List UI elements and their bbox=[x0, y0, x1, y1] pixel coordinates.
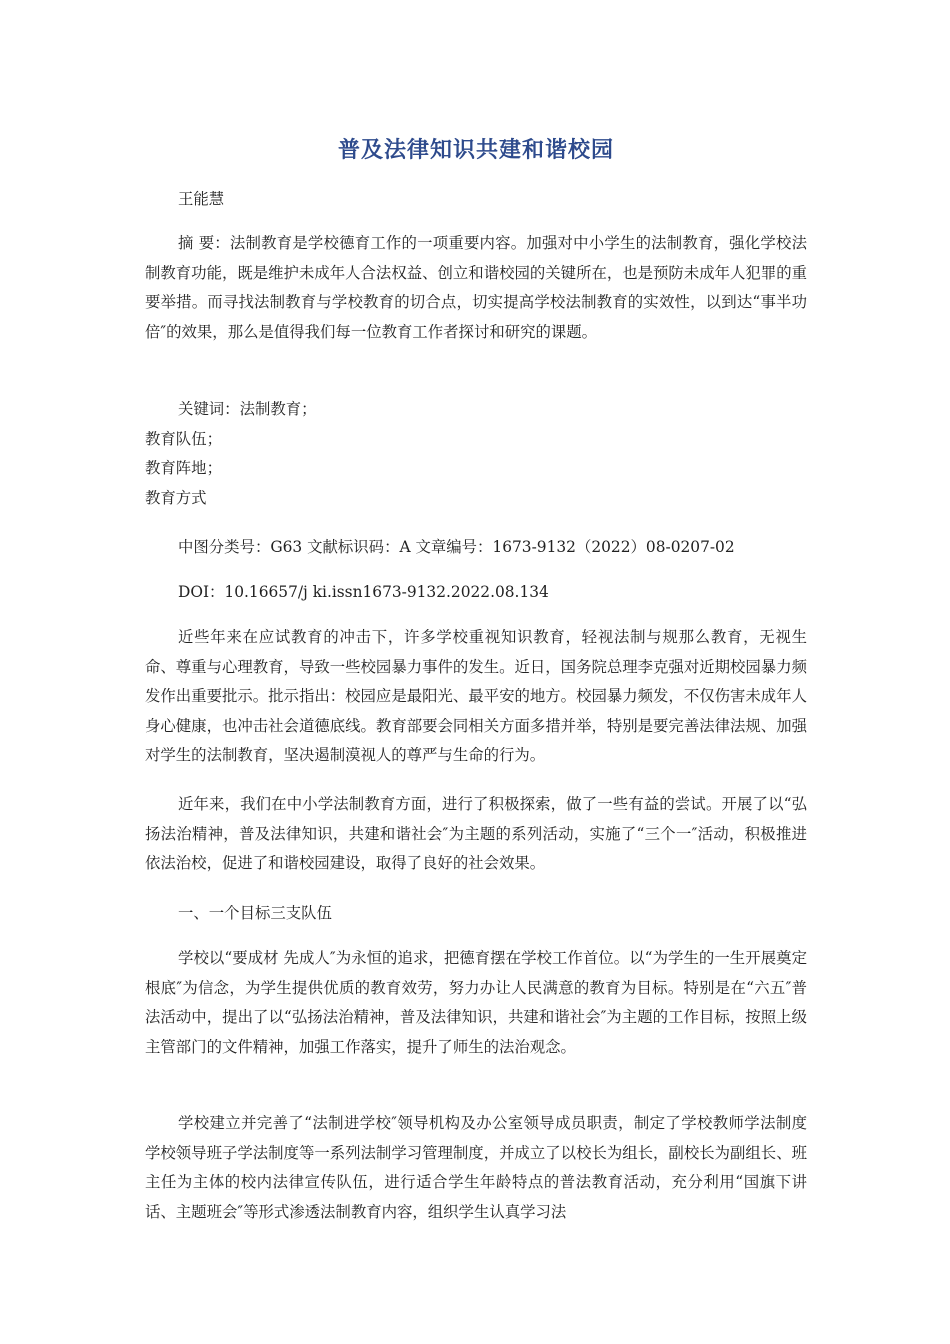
body-paragraph-3: 学校以“要成材 先成人″为永恒的追求，把德育摆在学校工作首位。以“为学生的一生开展奠定根底″为信念，为学生提供优质的教育效劳，努力办让人民满意的教育为目标。特别是在“六五″普法活动中，提出了以“弘扬法治精神，普及法律知识，共建和谐社会″为主题的工作目标，按照上级主管部门的文件精神，加强工作落实，提升了师生的法治观念。 bbox=[145, 949, 807, 1056]
body-paragraph-2: 近年来，我们在中小学法制教育方面，进行了积极探索，做了一些有益的尝试。开展了以“弘扬法治精神，普及法律知识，共建和谐社会″为主题的系列活动，实施了“三个一″活动，积极推进依法治校，促进了和谐校园建设，取得了良好的社会效果。 bbox=[145, 795, 807, 872]
keyword-line-4: 教育方式 bbox=[145, 488, 207, 507]
article-title: 普及法律知识共建和谐校园 bbox=[337, 138, 614, 163]
author-name: 王能慧 bbox=[178, 190, 225, 208]
body-paragraph-4: 学校建立并完善了“法制进学校″领导机构及办公室领导成员职责，制定了学校教师学法制度学校领导班子学法制度等一系列法制学习管理制度，并成立了以校长为组长，副校长为副组长、班主任为主体的校内法律宣传队伍，进行适合学生年龄特点的普法教育活动，充分利用“国旗下讲话、主题班会″等形式渗透法制教育内容，组织学生认真学习法 bbox=[145, 1114, 807, 1221]
keyword-line-2: 教育队伍； bbox=[145, 429, 222, 448]
body-paragraph-1: 近些年来在应试教育的冲击下，许多学校重视知识教育，轻视法制与规那么教育，无视生命、尊重与心理教育，导致一些校园暴力事件的发生。近日，国务院总理李克强对近期校园暴力频发作出重要批示。批示指出：校园应是最阳光、最平安的地方。校园暴力频发，不仅伤害未成年人身心健康，也冲击社会道德底线。教育部要会同相关方面多措并举，特别是要完善法律法规、加强对学生的法制教育，坚决遏制漠视人的尊严与生命的行为。 bbox=[145, 628, 807, 764]
doi-line: DOI：10.16657/j ki.issn1673-9132.2022.08.134 bbox=[178, 583, 549, 601]
keyword-line-3: 教育阵地； bbox=[145, 459, 222, 477]
classification-line: 中图分类号：G63 文献标识码：A 文章编号：1673-9132（2022）08-0207-02 bbox=[178, 538, 735, 556]
keywords-block bbox=[145, 395, 807, 513]
keyword-line-1: 关键词：法制教育； bbox=[178, 400, 317, 418]
section-heading-1: 一、一个目标三支队伍 bbox=[178, 904, 332, 922]
abstract-paragraph: 摘 要：法制教育是学校德育工作的一项重要内容。加强对中小学生的法制教育，强化学校法制教育功能，既是维护未成年人合法权益、创立和谐校园的关键所在，也是预防未成年人犯罪的重要举措。而寻找法制教育与学校教育的切合点，切实提高学校法制教育的实效性，以到达“事半功倍″的效果，那么是值得我们每一位教育工作者探讨和研究的课题。 bbox=[145, 234, 807, 341]
